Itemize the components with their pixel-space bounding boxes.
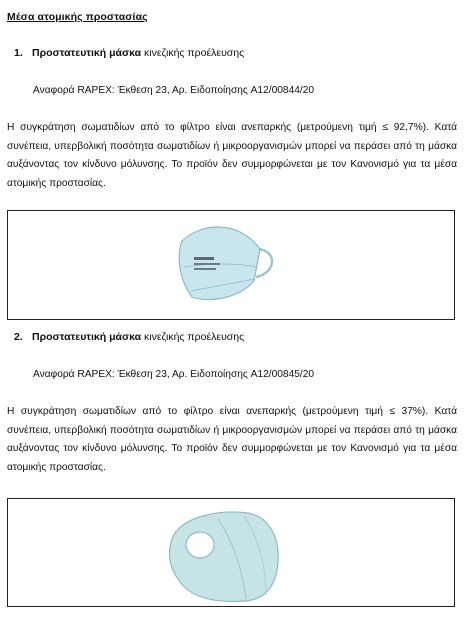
item-1-number: 1.: [14, 47, 23, 59]
item-2-mask-image: [8, 499, 454, 606]
item-2-reference: Αναφορά RAPEX: Έκθεση 23, Αρ. Ειδοποίησης A12/00845/20: [33, 369, 315, 380]
page-heading: Μέσα ατομικής προστασίας: [7, 11, 148, 23]
item-1-description: Η συγκράτηση σωματιδίων από το φίλτρο είναι ανεπαρκής (μετρούμενη τιμή ≤ 92,7%). Κατά συνέπεια, υπερβολική ποσότητα σωματιδίων ή μικροοργανισμών μπορεί να περάσει από τη μάσκα αυξάνοντας τον κίνδυνο μόλυνσης. Το προϊόν δεν συμμορφώνεται με τον Κανονισμό για τα μέσα ατομικής προστασίας.: [7, 122, 457, 189]
item-2-title-rest: κινεζικής προέλευσης: [141, 331, 245, 343]
item-1-title-rest: κινεζικής προέλευσης: [141, 47, 245, 59]
item-2-title: [14, 331, 244, 343]
item-1-image-frame: [7, 210, 455, 320]
item-1-title-bold: Προστατευτική μάσκα: [32, 47, 142, 59]
item-2-image-frame: [7, 498, 455, 607]
item-1-title: [14, 47, 244, 59]
item-2-title-bold: Προστατευτική μάσκα: [32, 331, 142, 343]
item-1-reference: Αναφορά RAPEX: Έκθεση 23, Αρ. Ειδοποίησης A12/00844/20: [33, 85, 315, 96]
item-1-mask-image: [8, 211, 454, 319]
item-2-number: 2.: [14, 331, 23, 343]
item-2-description: Η συγκράτηση σωματιδίων από το φίλτρο είναι ανεπαρκής (μετρούμενη τιμή ≤ 37%). Κατά συνέπεια, υπερβολική ποσότητα σωματιδίων ή μικροοργανισμών μπορεί να περάσει από τη μάσκα αυξάνοντας τον κίνδυνο μόλυνσης. Το προϊόν δεν συμμορφώνεται με τον Κανονισμό για τα μέσα ατομικής προστασίας.: [7, 406, 457, 473]
